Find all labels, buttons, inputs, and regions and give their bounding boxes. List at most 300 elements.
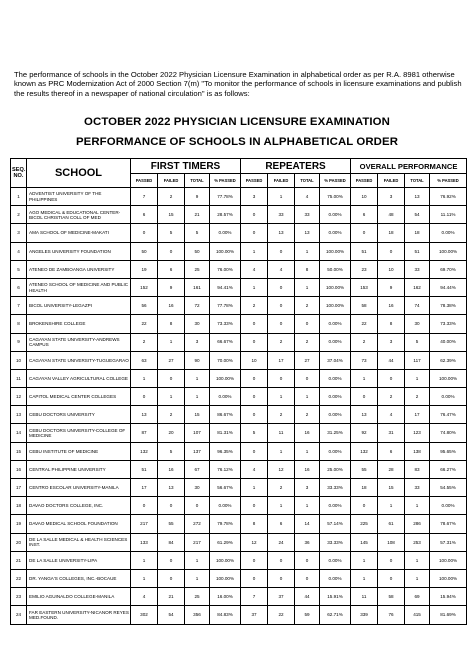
seq-number: 8 <box>11 315 27 333</box>
stat-cell: 3 <box>378 188 405 206</box>
stat-cell: 57.14% <box>320 515 351 533</box>
stat-cell: 27 <box>158 351 185 369</box>
table-body <box>11 188 467 625</box>
stat-cell: 11 <box>268 424 295 442</box>
stat-cell: 2 <box>405 388 430 406</box>
overall-performance-header: OVERALL PERFORMANCE <box>351 159 467 174</box>
stat-cell: 77.78% <box>210 297 241 315</box>
stat-cell: 95.65% <box>430 442 467 460</box>
stat-cell: 2 <box>131 333 158 351</box>
stat-cell: 1 <box>268 442 295 460</box>
stat-cell: 23 <box>351 260 378 278</box>
table-row <box>11 606 467 624</box>
seq-number: 15 <box>11 442 27 460</box>
seq-number: 20 <box>11 533 27 551</box>
stat-cell: 17 <box>268 351 295 369</box>
stat-cell: 5 <box>405 333 430 351</box>
stat-cell: 0.00% <box>320 569 351 587</box>
column-header: TOTAL <box>185 174 210 188</box>
school-name: DE LA SALLE MEDICAL & HEALTH SCIENCES INST. <box>27 533 131 551</box>
stat-cell: 18 <box>351 479 378 497</box>
stat-cell: 100.00% <box>430 369 467 387</box>
stat-cell: 0 <box>241 206 268 224</box>
stat-cell: 14 <box>295 515 320 533</box>
stat-cell: 1 <box>351 569 378 587</box>
stat-cell: 2 <box>295 406 320 424</box>
stat-cell: 1 <box>131 551 158 569</box>
stat-cell: 0 <box>268 278 295 296</box>
stat-cell: 1 <box>185 569 210 587</box>
stat-cell: 30 <box>185 479 210 497</box>
stat-cell: 33 <box>405 479 430 497</box>
stat-cell: 132 <box>351 442 378 460</box>
stat-cell: 0 <box>241 388 268 406</box>
school-name: CEBU DOCTORS UNIVERSITY-COLLEGE OF MEDICINE <box>27 424 131 442</box>
stat-cell: 0 <box>241 551 268 569</box>
stat-cell: 74 <box>405 297 430 315</box>
stat-cell: 28.57% <box>210 206 241 224</box>
seq-header-top: SEQ. <box>12 166 26 173</box>
stat-cell: 0 <box>378 551 405 569</box>
stat-cell: 16 <box>295 424 320 442</box>
school-header: SCHOOL <box>27 159 131 188</box>
stat-cell: 24 <box>268 533 295 551</box>
stat-cell: 16 <box>158 460 185 478</box>
table-row <box>11 242 467 260</box>
stat-cell: 1 <box>268 188 295 206</box>
stat-cell: 1 <box>405 551 430 569</box>
stat-cell: 100.00% <box>210 369 241 387</box>
stat-cell: 31.25% <box>320 424 351 442</box>
stat-cell: 0.00% <box>320 551 351 569</box>
stat-cell: 63 <box>131 351 158 369</box>
stat-cell: 6 <box>131 206 158 224</box>
stat-cell: 33 <box>405 260 430 278</box>
stat-cell: 100.00% <box>430 569 467 587</box>
stat-cell: 5 <box>158 224 185 242</box>
stat-cell: 8 <box>295 260 320 278</box>
school-name: ADVENTIST UNIVERSITY OF THE PHILIPPINES <box>27 188 131 206</box>
stat-cell: 137 <box>185 442 210 460</box>
stat-cell: 96.35% <box>210 442 241 460</box>
first-timers-header: FIRST TIMERS <box>131 159 241 174</box>
column-header: % PASSED <box>320 174 351 188</box>
stat-cell: 0.00% <box>430 497 467 515</box>
stat-cell: 0 <box>378 369 405 387</box>
stat-cell: 90 <box>185 351 210 369</box>
stat-cell: 21 <box>185 206 210 224</box>
stat-cell: 0.00% <box>320 388 351 406</box>
stat-cell: 0 <box>295 569 320 587</box>
stat-cell: 0 <box>158 569 185 587</box>
column-header: FAILED <box>268 174 295 188</box>
stat-cell: 1 <box>131 369 158 387</box>
stat-cell: 0 <box>351 497 378 515</box>
stat-cell: 81.31% <box>210 424 241 442</box>
stat-cell: 0 <box>131 497 158 515</box>
stat-cell: 69.70% <box>430 260 467 278</box>
stat-cell: 100.00% <box>210 242 241 260</box>
stat-cell: 161 <box>185 278 210 296</box>
stat-cell: 33.33% <box>320 533 351 551</box>
stat-cell: 62.71% <box>320 606 351 624</box>
stat-cell: 0 <box>241 369 268 387</box>
stat-cell: 0.00% <box>320 497 351 515</box>
seq-number: 4 <box>11 242 27 260</box>
stat-cell: 2 <box>158 188 185 206</box>
stat-cell: 1 <box>185 369 210 387</box>
stat-cell: 0 <box>185 497 210 515</box>
stat-cell: 0 <box>131 388 158 406</box>
stat-cell: 0 <box>241 406 268 424</box>
stat-cell: 33 <box>295 206 320 224</box>
stat-cell: 162 <box>405 278 430 296</box>
stat-cell: 2 <box>378 388 405 406</box>
seq-number: 21 <box>11 551 27 569</box>
seq-number: 24 <box>11 606 27 624</box>
school-name: CENTRAL PHILIPPINE UNIVERSITY <box>27 460 131 478</box>
stat-cell: 16 <box>158 297 185 315</box>
school-name: DAVAO DOCTORS COLLEGE, INC. <box>27 497 131 515</box>
seq-number: 11 <box>11 369 27 387</box>
stat-cell: 3 <box>185 333 210 351</box>
stat-cell: 69 <box>405 588 430 606</box>
stat-cell: 16 <box>295 460 320 478</box>
stat-cell: 0.00% <box>320 442 351 460</box>
stat-cell: 0 <box>158 369 185 387</box>
stat-cell: 61.29% <box>210 533 241 551</box>
stat-cell: 0.00% <box>210 224 241 242</box>
stat-cell: 15.91% <box>320 588 351 606</box>
stat-cell: 54 <box>158 606 185 624</box>
table-row <box>11 188 467 206</box>
stat-cell: 3 <box>378 333 405 351</box>
stat-cell: 4 <box>295 188 320 206</box>
seq-number: 19 <box>11 515 27 533</box>
stat-cell: 12 <box>241 533 268 551</box>
seq-number: 2 <box>11 206 27 224</box>
stat-cell: 56 <box>131 297 158 315</box>
stat-cell: 225 <box>351 515 378 533</box>
table-row <box>11 260 467 278</box>
table-row <box>11 278 467 296</box>
stat-cell: 73 <box>351 351 378 369</box>
seq-number: 18 <box>11 497 27 515</box>
stat-cell: 15 <box>158 206 185 224</box>
stat-cell: 13 <box>158 479 185 497</box>
stat-cell: 13 <box>295 224 320 242</box>
stat-cell: 78.38% <box>430 297 467 315</box>
table-row <box>11 297 467 315</box>
stat-cell: 152 <box>131 278 158 296</box>
table-row <box>11 315 467 333</box>
school-name: BROKENSHIRE COLLEGE <box>27 315 131 333</box>
stat-cell: 57.31% <box>430 533 467 551</box>
seq-header-bottom: NO. <box>13 173 24 179</box>
stat-cell: 2 <box>295 333 320 351</box>
column-header: FAILED <box>378 174 405 188</box>
stat-cell: 217 <box>185 533 210 551</box>
column-header: % PASSED <box>210 174 241 188</box>
stat-cell: 0 <box>158 497 185 515</box>
stat-cell: 87 <box>131 424 158 442</box>
stat-cell: 66.67% <box>210 333 241 351</box>
table-row <box>11 515 467 533</box>
stat-cell: 27 <box>295 351 320 369</box>
stat-cell: 302 <box>131 606 158 624</box>
stat-cell: 8 <box>378 315 405 333</box>
stat-cell: 2 <box>268 479 295 497</box>
table-row <box>11 388 467 406</box>
stat-cell: 50 <box>131 242 158 260</box>
stat-cell: 67 <box>185 460 210 478</box>
stat-cell: 37 <box>268 588 295 606</box>
stat-cell: 86.67% <box>210 406 241 424</box>
stat-cell: 44 <box>378 351 405 369</box>
table-row <box>11 406 467 424</box>
stat-cell: 21 <box>158 588 185 606</box>
stat-cell: 117 <box>405 351 430 369</box>
stat-cell: 75.00% <box>320 188 351 206</box>
stat-cell: 9 <box>158 278 185 296</box>
stat-cell: 3 <box>241 188 268 206</box>
stat-cell: 4 <box>241 460 268 478</box>
seq-number: 23 <box>11 588 27 606</box>
stat-cell: 31 <box>378 424 405 442</box>
stat-cell: 20 <box>158 424 185 442</box>
stat-cell: 70.00% <box>210 351 241 369</box>
table-row <box>11 442 467 460</box>
stat-cell: 1 <box>378 497 405 515</box>
stat-cell: 0 <box>241 315 268 333</box>
stat-cell: 13 <box>268 224 295 242</box>
stat-cell: 78.67% <box>430 515 467 533</box>
stat-cell: 0.00% <box>430 224 467 242</box>
stat-cell: 286 <box>405 515 430 533</box>
stat-cell: 0 <box>158 551 185 569</box>
stat-cell: 1 <box>351 551 378 569</box>
stat-cell: 84 <box>158 533 185 551</box>
school-name: ATENEO DE ZAMBOANGA UNIVERSITY <box>27 260 131 278</box>
stat-cell: 40.00% <box>430 333 467 351</box>
stat-cell: 100.00% <box>210 569 241 587</box>
seq-number: 16 <box>11 460 27 478</box>
stat-cell: 81.69% <box>430 606 467 624</box>
stat-cell: 58 <box>378 588 405 606</box>
column-header: TOTAL <box>295 174 320 188</box>
stat-cell: 1 <box>295 388 320 406</box>
stat-cell: 56.67% <box>210 479 241 497</box>
stat-cell: 253 <box>405 533 430 551</box>
stat-cell: 108 <box>378 533 405 551</box>
school-name: BICOL UNIVERSITY-LEGAZPI <box>27 297 131 315</box>
document-subtitle: PERFORMANCE OF SCHOOLS IN ALPHABETICAL ORDER <box>75 136 399 148</box>
column-header: TOTAL <box>405 174 430 188</box>
stat-cell: 0 <box>268 569 295 587</box>
stat-cell: 13 <box>405 188 430 206</box>
stat-cell: 356 <box>185 606 210 624</box>
stat-cell: 16 <box>378 297 405 315</box>
stat-cell: 3 <box>295 479 320 497</box>
stat-cell: 1 <box>351 369 378 387</box>
table-row <box>11 460 467 478</box>
stat-cell: 76.92% <box>430 188 467 206</box>
stat-cell: 25.00% <box>320 460 351 478</box>
stat-cell: 54 <box>405 206 430 224</box>
stat-cell: 272 <box>185 515 210 533</box>
stat-cell: 2 <box>351 333 378 351</box>
table-row <box>11 369 467 387</box>
column-header: FAILED <box>158 174 185 188</box>
school-name: CENTRO ESCOLAR UNIVERSITY-MANILA <box>27 479 131 497</box>
repeaters-header: REPEATERS <box>241 159 351 174</box>
stat-cell: 48 <box>378 206 405 224</box>
seq-number: 14 <box>11 424 27 442</box>
stat-cell: 10 <box>378 260 405 278</box>
table-row <box>11 569 467 587</box>
stat-cell: 1 <box>268 388 295 406</box>
stat-cell: 76.00% <box>210 260 241 278</box>
table-row <box>11 497 467 515</box>
stat-cell: 51 <box>131 460 158 478</box>
column-header: PASSED <box>241 174 268 188</box>
stat-cell: 66.27% <box>430 460 467 478</box>
stat-cell: 1 <box>295 442 320 460</box>
school-name: DE LA SALLE UNIVERSITY-LIPA <box>27 551 131 569</box>
stat-cell: 12 <box>268 460 295 478</box>
school-name: CAGAYAN VALLEY AGRICULTURAL COLLEGE <box>27 369 131 387</box>
stat-cell: 0.00% <box>430 388 467 406</box>
seq-number: 10 <box>11 351 27 369</box>
document-title: OCTOBER 2022 PHYSICIAN LICENSURE EXAMINATION <box>84 116 390 128</box>
seq-number: 22 <box>11 569 27 587</box>
stat-cell: 18 <box>405 224 430 242</box>
school-name: CAPITOL MEDICAL CENTER COLLEGES <box>27 388 131 406</box>
column-header: % PASSED <box>430 174 467 188</box>
stat-cell: 0 <box>131 224 158 242</box>
stat-cell: 30 <box>185 315 210 333</box>
stat-cell: 54.55% <box>430 479 467 497</box>
stat-cell: 0 <box>268 369 295 387</box>
stat-cell: 0.00% <box>320 406 351 424</box>
stat-cell: 0 <box>351 388 378 406</box>
stat-cell: 17 <box>405 406 430 424</box>
seq-number: 13 <box>11 406 27 424</box>
stat-cell: 4 <box>241 260 268 278</box>
stat-cell: 7 <box>131 188 158 206</box>
stat-cell: 0 <box>378 242 405 260</box>
stat-cell: 18 <box>378 224 405 242</box>
stat-cell: 30 <box>405 315 430 333</box>
stat-cell: 10 <box>351 188 378 206</box>
stat-cell: 6 <box>158 260 185 278</box>
stat-cell: 0 <box>295 551 320 569</box>
stat-cell: 123 <box>405 424 430 442</box>
stat-cell: 1 <box>405 569 430 587</box>
stat-cell: 100.00% <box>430 551 467 569</box>
stat-cell: 0 <box>158 242 185 260</box>
stat-cell: 16.00% <box>210 588 241 606</box>
stat-cell: 11.11% <box>430 206 467 224</box>
stat-cell: 51 <box>351 242 378 260</box>
seq-number: 9 <box>11 333 27 351</box>
table-row <box>11 479 467 497</box>
stat-cell: 33 <box>268 206 295 224</box>
stat-cell: 37.04% <box>320 351 351 369</box>
stat-cell: 83 <box>405 460 430 478</box>
stat-cell: 15 <box>378 479 405 497</box>
stat-cell: 1 <box>405 369 430 387</box>
school-name: CEBU DOCTORS UNIVERSITY <box>27 406 131 424</box>
school-name: CEBU INSTITUTE OF MEDICINE <box>27 442 131 460</box>
stat-cell: 13 <box>351 406 378 424</box>
stat-cell: 100.00% <box>210 551 241 569</box>
stat-cell: 1 <box>295 497 320 515</box>
table-row <box>11 533 467 551</box>
stat-cell: 55 <box>351 460 378 478</box>
stat-cell: 107 <box>185 424 210 442</box>
school-name: ATENEO SCHOOL OF MEDICINE AND PUBLIC HEALTH <box>27 278 131 296</box>
stat-cell: 1 <box>185 388 210 406</box>
stat-cell: 100.00% <box>430 242 467 260</box>
stat-cell: 133 <box>131 533 158 551</box>
stat-cell: 76 <box>378 606 405 624</box>
stat-cell: 59 <box>295 606 320 624</box>
stat-cell: 0 <box>295 315 320 333</box>
stat-cell: 58 <box>351 297 378 315</box>
school-name: FAR EASTERN UNIVERSITY-NICANOR REYES MED.FOUND. <box>27 606 131 624</box>
stat-cell: 76.47% <box>430 406 467 424</box>
seq-number: 7 <box>11 297 27 315</box>
table-row <box>11 206 467 224</box>
table-row <box>11 224 467 242</box>
stat-cell: 8 <box>158 315 185 333</box>
stat-cell: 2 <box>241 297 268 315</box>
seq-number: 5 <box>11 260 27 278</box>
stat-cell: 1 <box>295 242 320 260</box>
stat-cell: 73.33% <box>210 315 241 333</box>
stat-cell: 1 <box>241 242 268 260</box>
stat-cell: 19 <box>131 260 158 278</box>
stat-cell: 15 <box>185 406 210 424</box>
stat-cell: 100.00% <box>320 278 351 296</box>
stat-cell: 17 <box>131 479 158 497</box>
stat-cell: 2 <box>295 297 320 315</box>
stat-cell: 0 <box>241 224 268 242</box>
stat-cell: 138 <box>405 442 430 460</box>
intro-paragraph: The performance of schools in the October 2022 Physician Licensure Examination in alphabetical order as per R.A. 8981 otherwise known as PRC Modernization Act of 2000 Section 7(m) "To monitor the performance of schools in licensure examinations and publish the results thereof in a newspaper of national circulation" is as follows: <box>14 70 462 98</box>
stat-cell: 8 <box>241 515 268 533</box>
school-name: CAGAYAN STATE UNIVERSITY-ANDREWS CAMPUS <box>27 333 131 351</box>
stat-cell: 94.41% <box>210 278 241 296</box>
stat-cell: 79.78% <box>210 515 241 533</box>
stat-cell: 0 <box>268 551 295 569</box>
stat-cell: 15.94% <box>430 588 467 606</box>
stat-cell: 92 <box>351 424 378 442</box>
stat-cell: 1 <box>268 497 295 515</box>
stat-cell: 22 <box>131 315 158 333</box>
stat-cell: 415 <box>405 606 430 624</box>
stat-cell: 0 <box>351 224 378 242</box>
stat-cell: 94.44% <box>430 278 467 296</box>
stat-cell: 0.00% <box>210 388 241 406</box>
stat-cell: 6 <box>351 206 378 224</box>
stat-cell: 0.00% <box>210 497 241 515</box>
stat-cell: 4 <box>131 588 158 606</box>
column-header: PASSED <box>131 174 158 188</box>
stat-cell: 74.80% <box>430 424 467 442</box>
seq-number: 12 <box>11 388 27 406</box>
